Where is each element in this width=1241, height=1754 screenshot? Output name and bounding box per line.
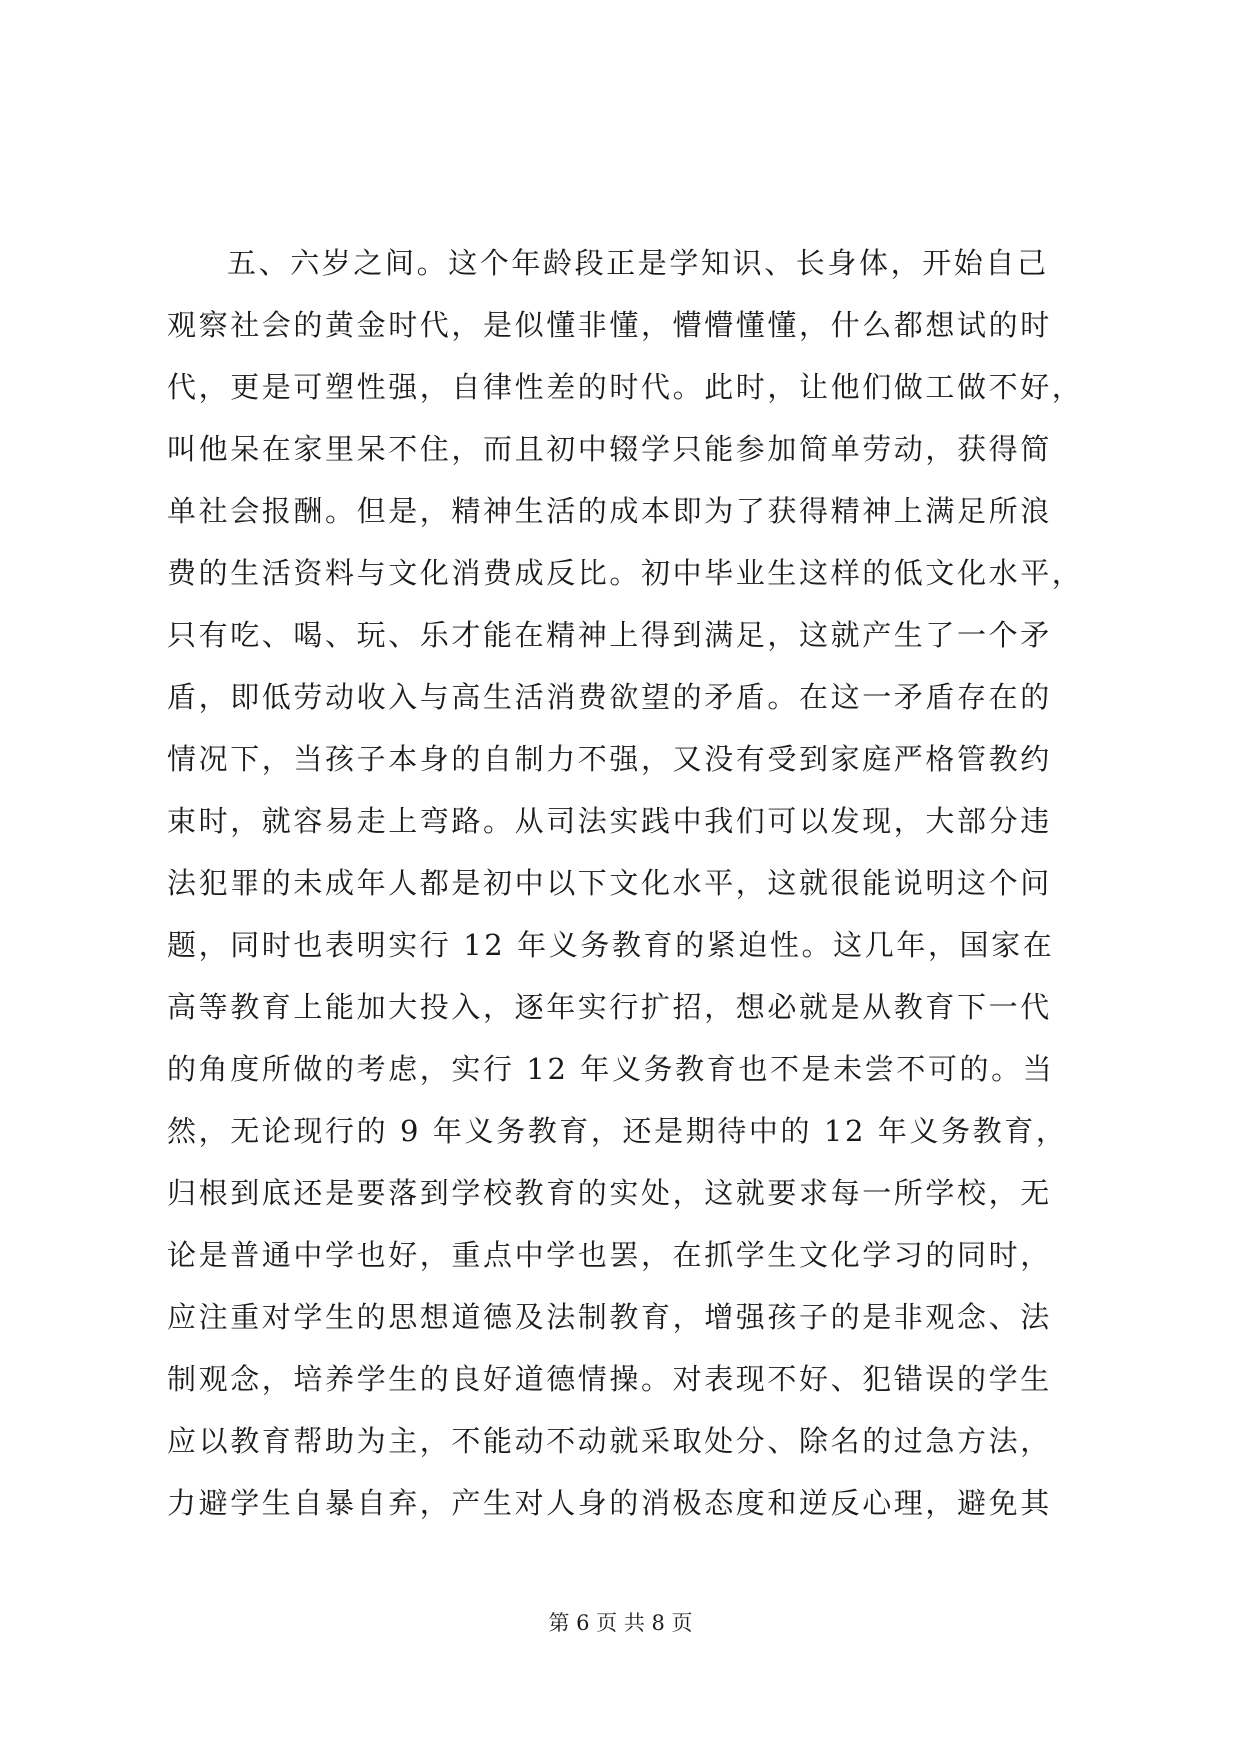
- text-line: 代，更是可塑性强，自律性差的时代。此时，让他们做工做不好，: [167, 370, 1084, 404]
- text-line: 单社会报酬。但是，精神生活的成本即为了获得精神上满足所浪: [167, 494, 1052, 528]
- text-line: 的角度所做的考虑，实行 12 年义务教育也不是未尝不可的。当: [167, 1052, 1055, 1086]
- text-line: 然，无论现行的 9 年义务教育，还是期待中的 12 年义务教育，: [167, 1114, 1068, 1148]
- text-line: 盾，即低劳动收入与高生活消费欲望的矛盾。在这一矛盾存在的: [167, 680, 1052, 714]
- text-line: 论是普通中学也好，重点中学也罢，在抓学生文化学习的同时，: [167, 1238, 1052, 1272]
- text-line: 高等教育上能加大投入，逐年实行扩招，想必就是从教育下一代: [167, 990, 1052, 1024]
- text-line: 归根到底还是要落到学校教育的实处，这就要求每一所学校，无: [167, 1176, 1052, 1210]
- text-line: 制观念，培养学生的良好道德情操。对表现不好、犯错误的学生: [167, 1362, 1052, 1396]
- text-line: 费的生活资料与文化消费成反比。初中毕业生这样的低文化水平，: [167, 556, 1084, 590]
- text-line: 应以教育帮助为主，不能动不动就采取处分、除名的过急方法，: [167, 1424, 1052, 1458]
- text-line: 情况下，当孩子本身的自制力不强，又没有受到家庭严格管教约: [167, 742, 1052, 776]
- text-line: 题，同时也表明实行 12 年义务教育的紧迫性。这几年，国家在: [167, 928, 1055, 962]
- page-number-footer: 第 6 页 共 8 页: [548, 1611, 693, 1635]
- text-line: 只有吃、喝、玩、乐才能在精神上得到满足，这就产生了一个矛: [167, 618, 1052, 652]
- text-line: 叫他呆在家里呆不住，而且初中辍学只能参加简单劳动，获得简: [167, 432, 1052, 466]
- text-line: 五、六岁之间。这个年龄段正是学知识、长身体，开始自己: [227, 246, 1049, 280]
- text-line: 法犯罪的未成年人都是初中以下文化水平，这就很能说明这个问: [167, 866, 1052, 900]
- text-line: 应注重对学生的思想道德及法制教育，增强孩子的是非观念、法: [167, 1300, 1052, 1334]
- text-line: 束时，就容易走上弯路。从司法实践中我们可以发现，大部分违: [167, 804, 1052, 838]
- text-line: 观察社会的黄金时代，是似懂非懂，懵懵懂懂，什么都想试的时: [167, 308, 1052, 342]
- body-paragraph: [167, 232, 1087, 1534]
- text-line: 力避学生自暴自弃，产生对人身的消极态度和逆反心理，避免其: [167, 1486, 1052, 1520]
